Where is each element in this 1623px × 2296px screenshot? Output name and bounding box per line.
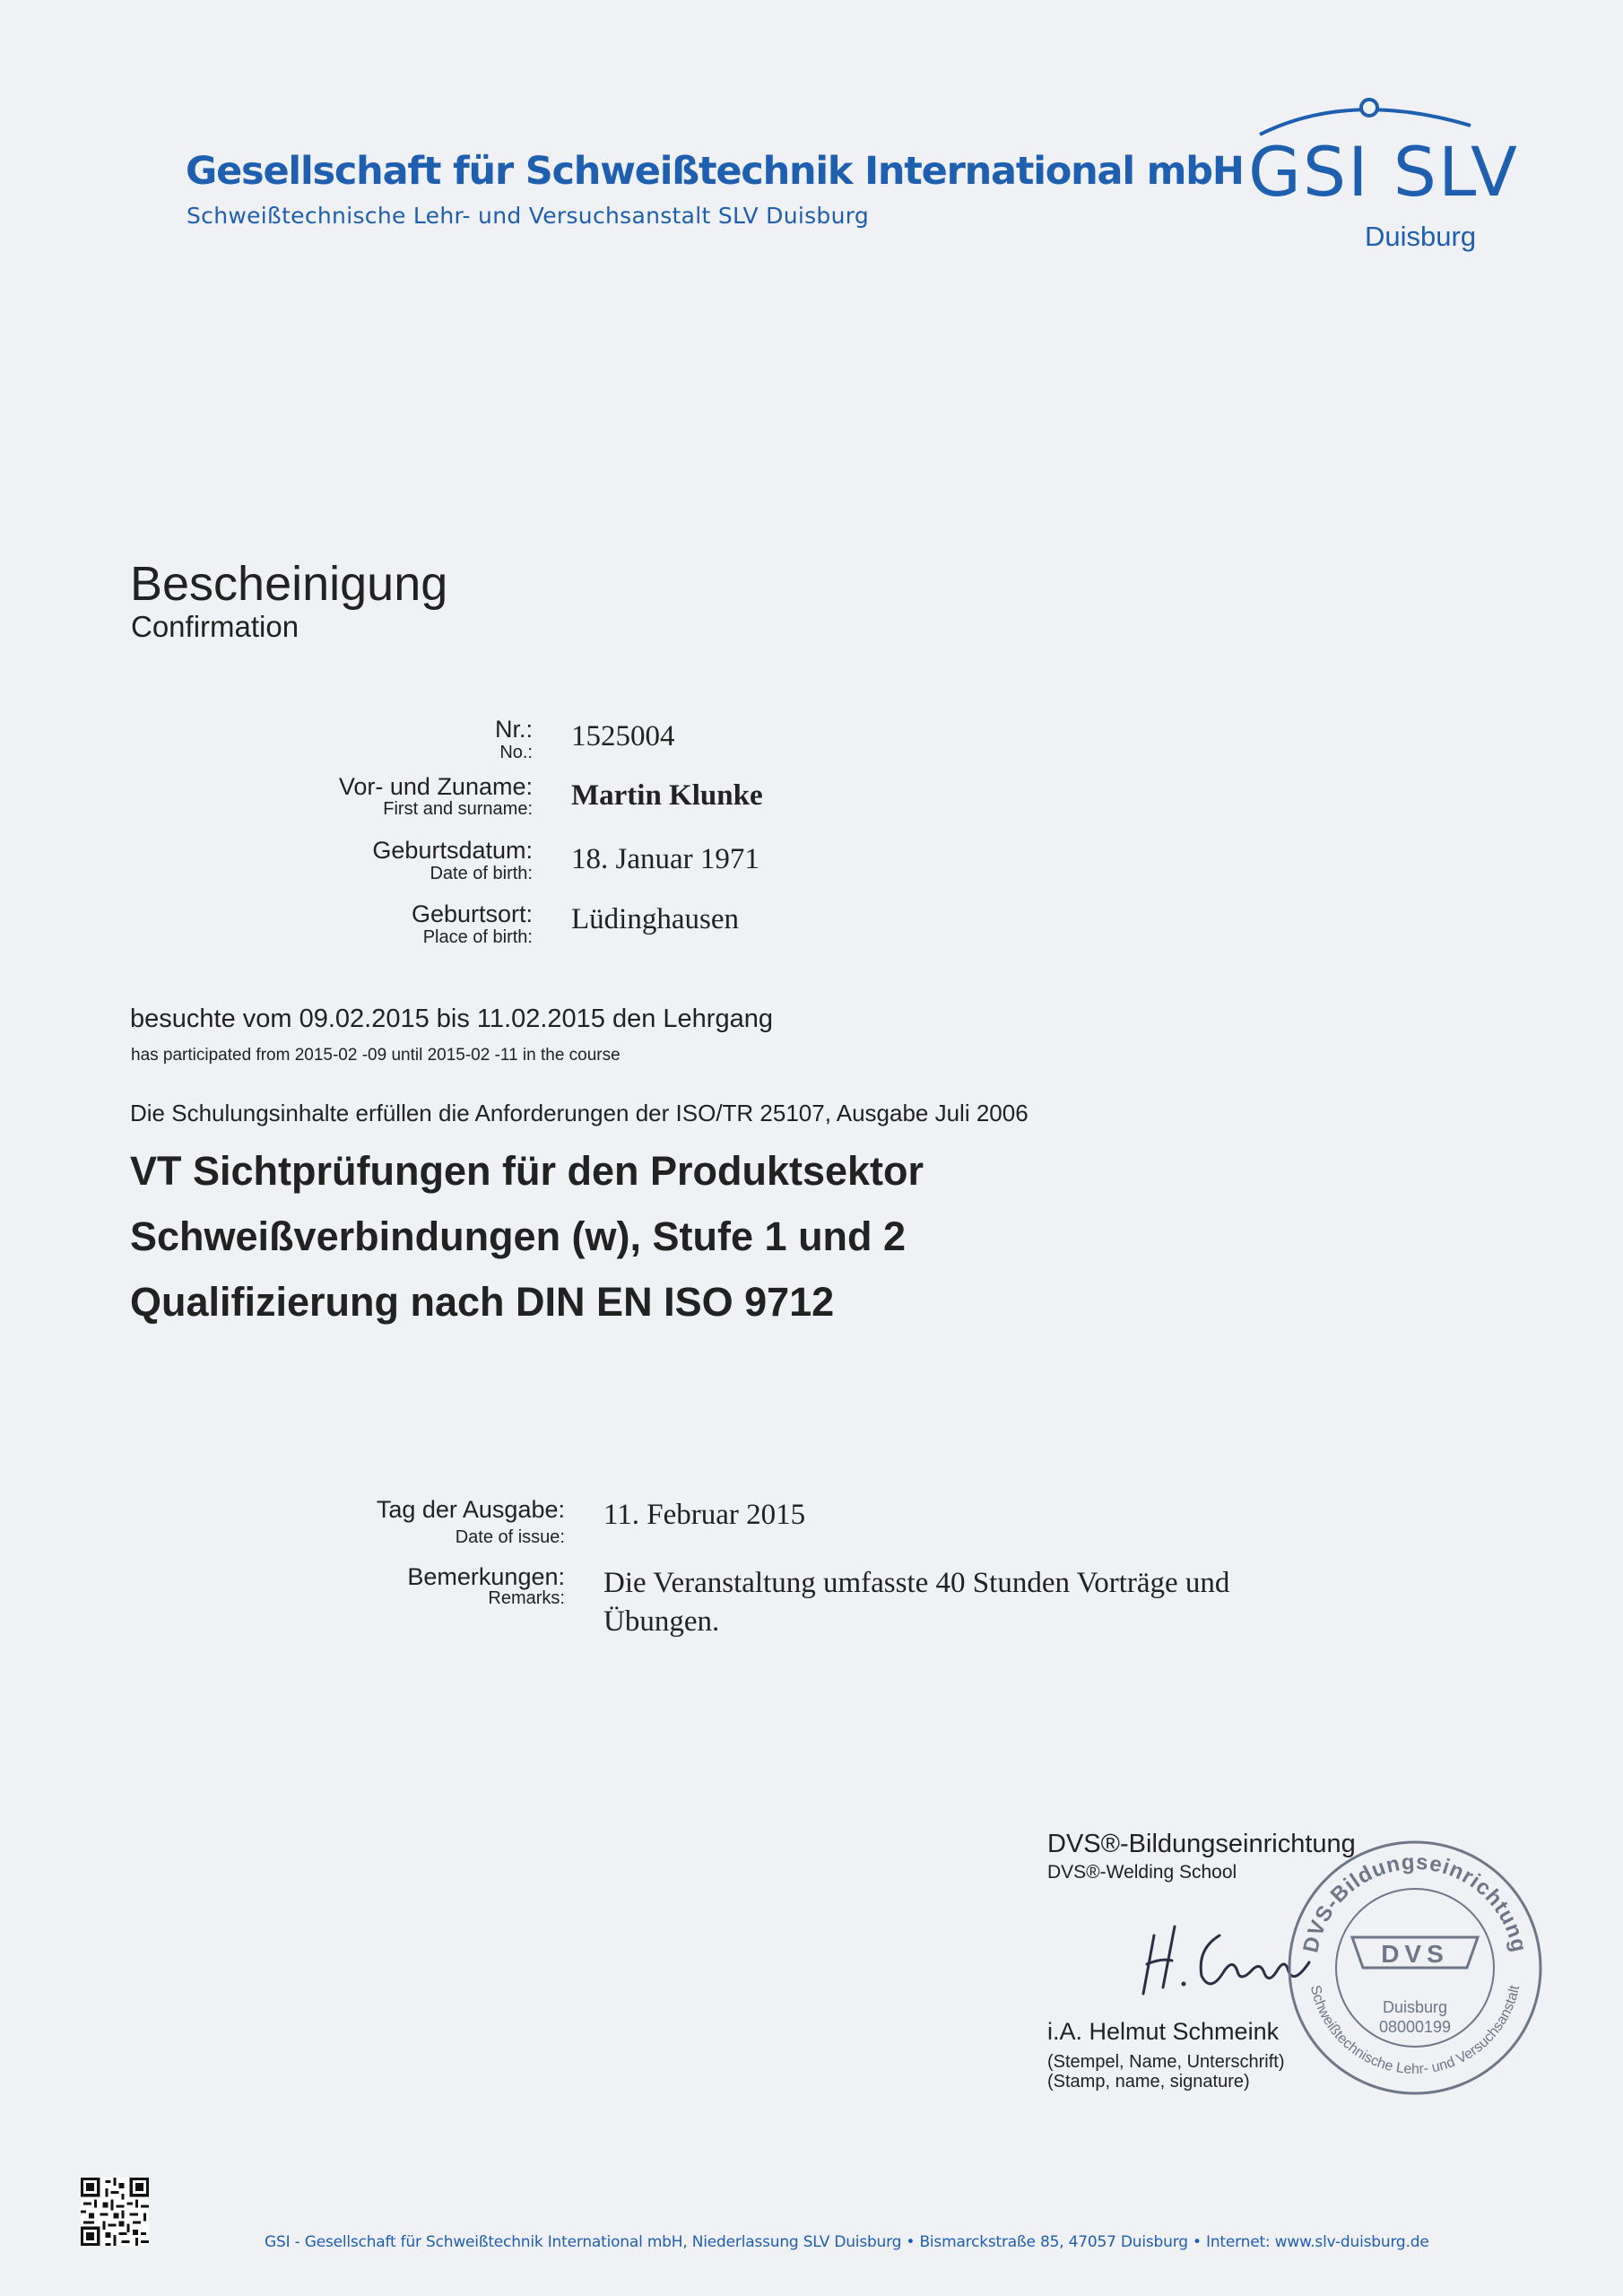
field-label-name: Vor- und Zuname: (338, 773, 533, 800)
footer-address: GSI - Gesellschaft für Schweißtechnik International mbH, Niederlassung SLV Duisburg • Bismarckstraße 85, 47057 Duisburg • Internet: www.slv-duisburg.de (265, 2233, 1429, 2251)
field-label-name-en: First and surname: (383, 799, 533, 819)
svg-text:Schweißtechnische Lehr- und Ve: Schweißtechnische Lehr- und Versuchsanstalt (1306, 1984, 1523, 2077)
svg-text:08000199: 08000199 (1378, 2018, 1452, 2036)
remarks-line: Übungen. (603, 1605, 720, 1638)
course-title-line: Qualifizierung nach DIN EN ISO 9712 (130, 1279, 835, 1325)
dvs-stamp (1280, 1833, 1549, 2102)
course-attended-en: has participated from 2015-02 -09 until 2015-02 -11 in the course (131, 1046, 621, 1065)
issue-date-label: Tag der Ausgabe: (376, 1496, 565, 1523)
iso-requirements-note: Die Schulungsinhalte erfüllen die Anforderungen der ISO/TR 25107, Ausgabe Juli 2006 (130, 1100, 1028, 1126)
document-title: Bescheinigung (130, 557, 448, 611)
remarks-label: Bemerkungen: (407, 1563, 565, 1590)
course-title-line: Schweißverbindungen (w), Stufe 1 und 2 (130, 1213, 907, 1259)
remarks-line: Die Veranstaltung umfasste 40 Stunden Vorträge und (603, 1567, 1230, 1599)
document-title-en: Confirmation (131, 610, 299, 643)
field-value-birthdate: 18. Januar 1971 (571, 843, 759, 875)
svg-text:Duisburg: Duisburg (1382, 1998, 1448, 2016)
field-label-birthdate: Geburtsdatum: (372, 837, 533, 864)
course-attended: besuchte vom 09.02.2015 bis 11.02.2015 den Lehrgang (130, 1004, 773, 1033)
field-value-name: Martin Klunke (571, 779, 763, 812)
logo-city: Duisburg (1365, 221, 1477, 252)
field-value-birthplace: Lüdinghausen (571, 903, 739, 935)
org-name: Gesellschaft für Schweißtechnik International mbH (186, 149, 1244, 194)
logo-text: GSI SLV (1248, 132, 1519, 212)
signature-school: DVS®-Bildungseinrichtung (1047, 1830, 1356, 1858)
course-title-line: VT Sichtprüfungen für den Produktsektor (130, 1148, 924, 1194)
signature-note-en: (Stamp, name, signature) (1047, 2072, 1250, 2092)
issue-date-label-en: Date of issue: (455, 1527, 565, 1547)
field-label-number-en: No.: (499, 743, 533, 762)
field-label-birthplace-en: Place of birth: (422, 927, 533, 947)
field-label-number: Nr.: (494, 716, 533, 743)
field-label-birthdate-en: Date of birth: (430, 864, 533, 883)
issue-date-value: 11. Februar 2015 (603, 1499, 806, 1531)
svg-text:DVS-Bildungseinrichtung: DVS-Bildungseinrichtung (1298, 1849, 1532, 1955)
signer-name: i.A. Helmut Schmeink (1047, 2018, 1280, 2045)
signature-school-en: DVS®-Welding School (1047, 1862, 1237, 1883)
field-value-number: 1525004 (571, 720, 675, 752)
svg-text:DVS: DVS (1381, 1940, 1449, 1968)
org-subtitle: Schweißtechnische Lehr- und Versuchsanstalt SLV Duisburg (187, 203, 870, 229)
remarks-label-en: Remarks: (488, 1588, 565, 1608)
qr-code-icon (81, 2178, 149, 2246)
field-label-birthplace: Geburtsort: (411, 900, 533, 927)
signature-note: (Stempel, Name, Unterschrift) (1047, 2052, 1285, 2072)
